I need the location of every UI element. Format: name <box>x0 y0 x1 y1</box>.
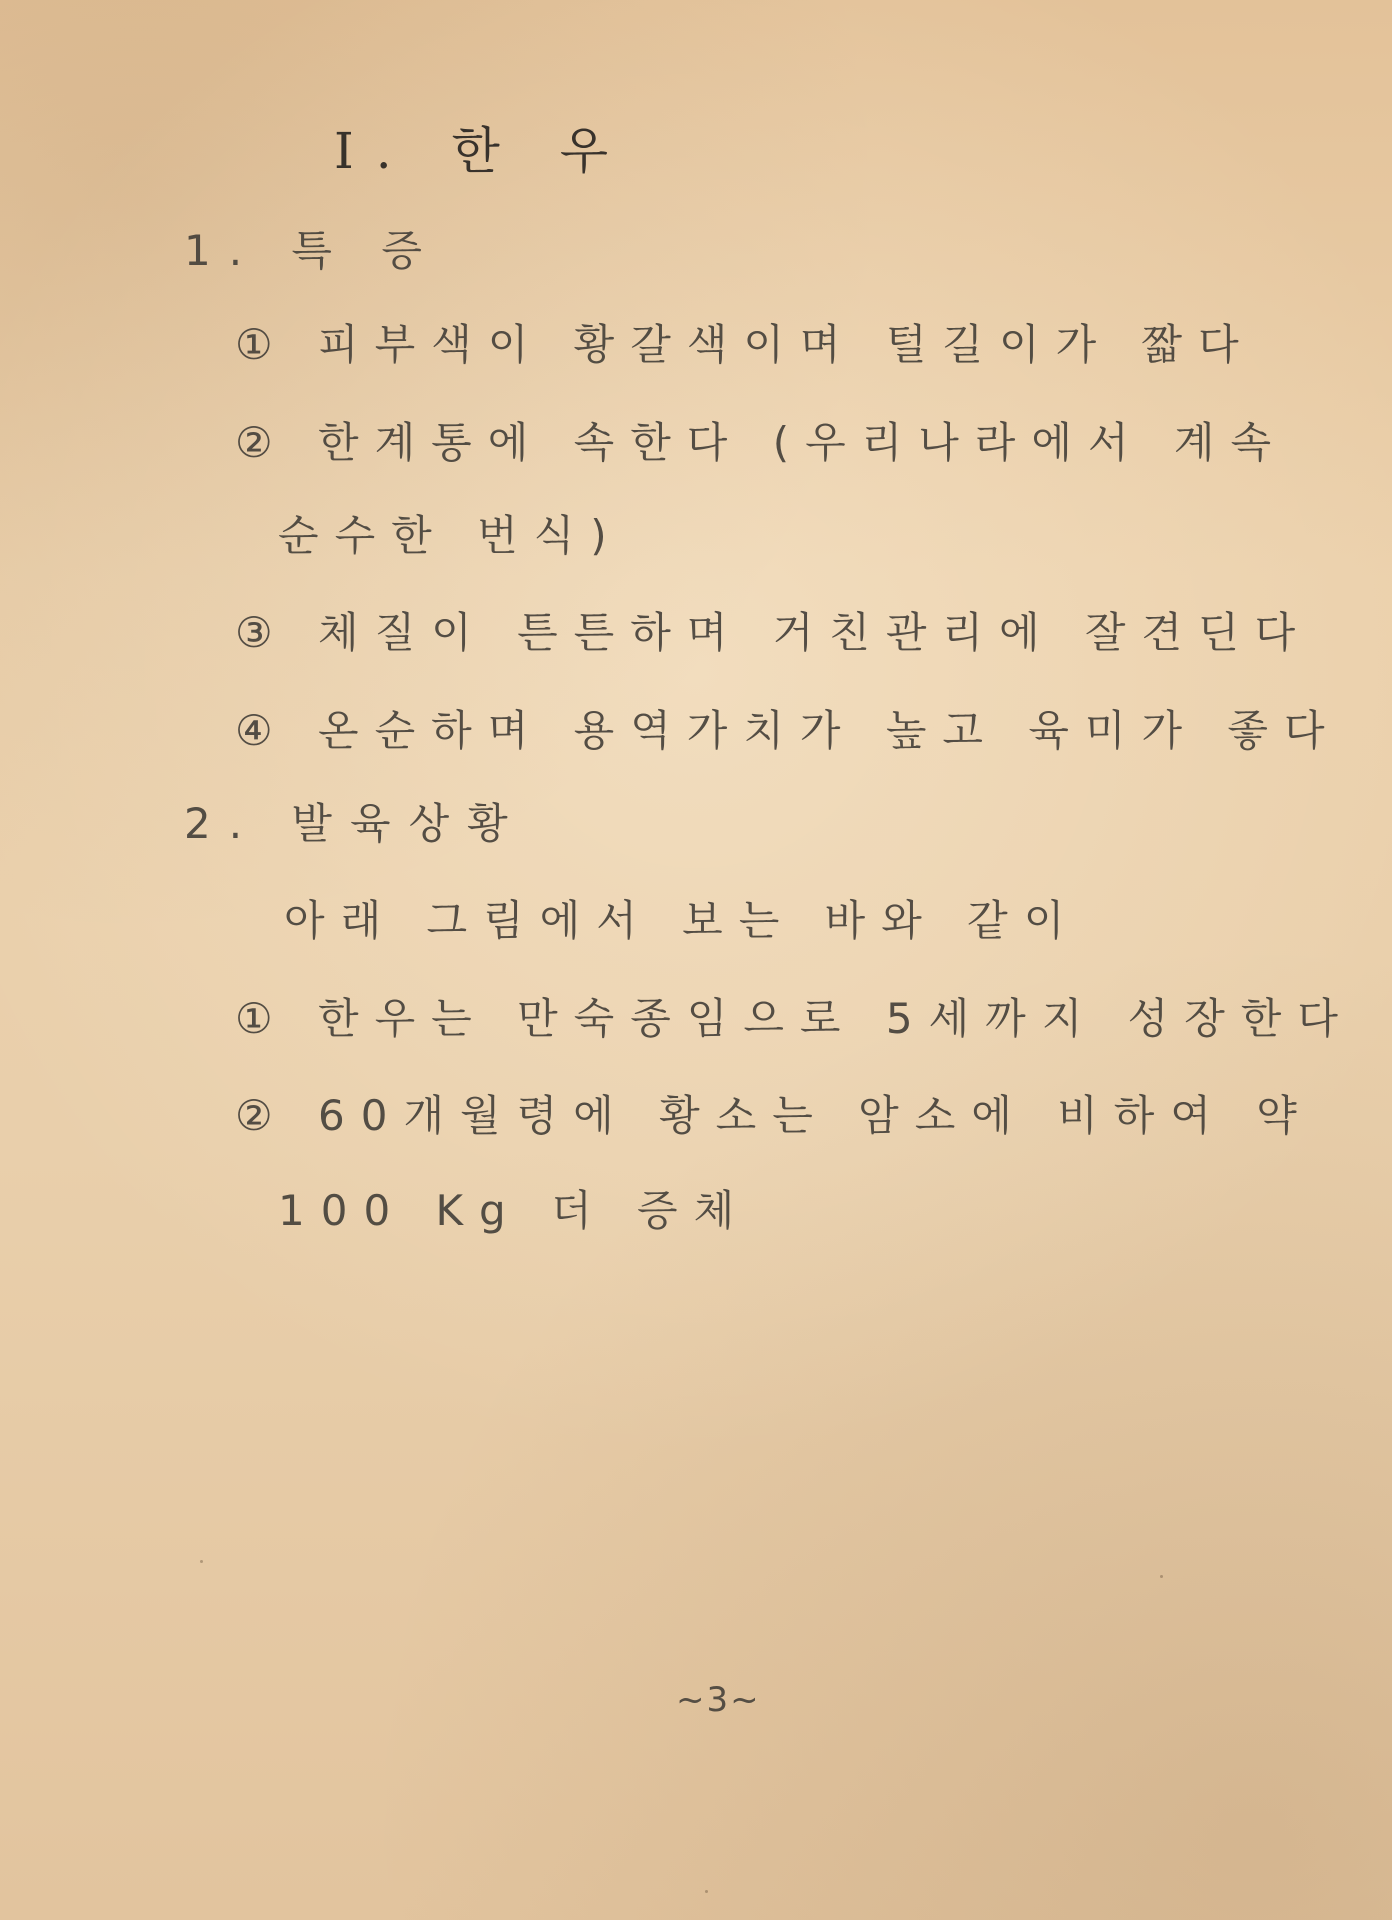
section-heading-2: 2. 발육상황 <box>184 799 526 848</box>
section-1-item-3: ③ 체질이 튼튼하며 거친관리에 잘견딘다 <box>235 608 1312 657</box>
section-2-intro: 아래 그림에서 보는 바와 같이 <box>284 896 1081 945</box>
page-number: ~3~ <box>676 1680 761 1720</box>
paper-speck <box>1160 1575 1163 1578</box>
paper-speck <box>705 1890 708 1893</box>
section-1-item-2-continued: 순수한 번식) <box>278 511 623 560</box>
section-2-item-2-continued: 100 Kg 더 증체 <box>278 1186 751 1235</box>
section-2-item-1: ① 한우는 만숙종임으로 5세까지 성장한다 <box>235 994 1354 1043</box>
page-title: I. 한 우 <box>334 122 631 180</box>
section-1-item-2: ② 한계통에 속한다 (우리나라에서 계속 <box>235 418 1288 467</box>
section-1-item-1: ① 피부색이 황갈색이며 털길이가 짧다 <box>235 320 1255 369</box>
section-2-item-2: ② 60개월령에 황소는 암소에 비하여 약 <box>235 1091 1313 1140</box>
paper-speck <box>200 1560 203 1563</box>
section-heading-1: 1. 특 증 <box>184 226 440 275</box>
section-1-item-4: ④ 온순하며 용역가치가 높고 육미가 좋다 <box>235 706 1341 755</box>
